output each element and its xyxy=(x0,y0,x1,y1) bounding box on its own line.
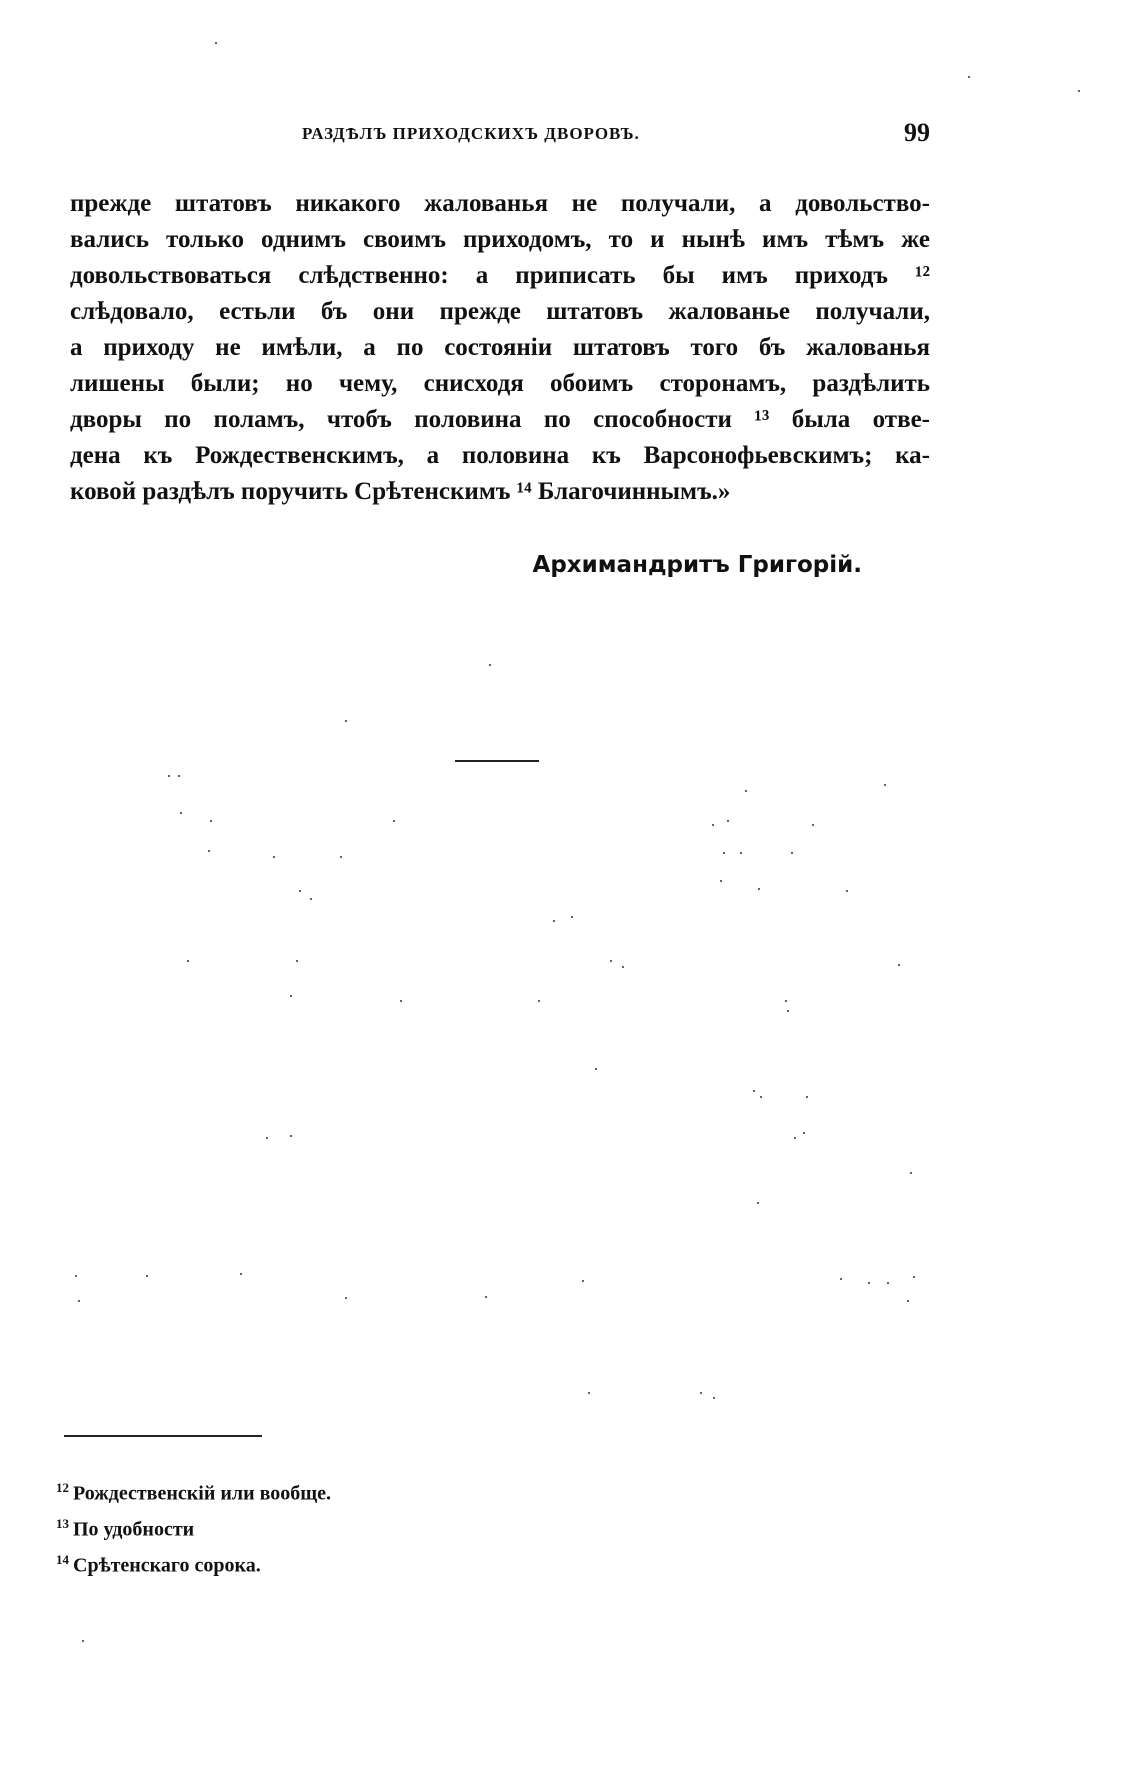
scan-speck xyxy=(713,1397,715,1399)
text-line: слѣдовало, естьли бъ они прежде штатовъ жалованье получали, xyxy=(70,298,930,325)
scan-speck xyxy=(868,1282,870,1284)
scan-speck xyxy=(791,852,793,854)
footnote-number: 12 xyxy=(56,1480,69,1495)
scan-speck xyxy=(215,42,217,44)
text-line: дена къ Рождественскимъ, а половина къ Варсонофьевскимъ; ка- xyxy=(70,442,930,469)
footnote-number: 14 xyxy=(56,1552,69,1567)
scan-speck xyxy=(75,1275,77,1277)
text-line: довольствоваться слѣдственно: а приписать бы имъ приходъ ¹² xyxy=(70,262,930,289)
scan-speck xyxy=(595,1068,597,1070)
scan-speck xyxy=(588,1392,590,1394)
footnote-text: Срѣтенскаго сорока. xyxy=(73,1554,261,1577)
scan-speck xyxy=(168,775,170,777)
scan-speck xyxy=(393,820,395,822)
scan-speck xyxy=(290,1135,292,1137)
scan-speck xyxy=(187,960,189,962)
scan-speck xyxy=(78,1300,80,1302)
scan-speck xyxy=(806,1096,808,1098)
signature: Архимандритъ Григорiй. xyxy=(532,552,862,578)
scan-speck xyxy=(785,1000,787,1002)
scan-speck xyxy=(887,1282,889,1284)
footnote-number: 13 xyxy=(56,1516,69,1531)
scan-speck xyxy=(884,784,886,786)
text-line: лишены были; но чему, снисходя обоимъ сторонамъ, раздѣлить xyxy=(70,370,930,397)
scan-speck xyxy=(553,920,555,922)
scan-speck xyxy=(180,812,182,814)
scan-speck xyxy=(610,960,612,962)
scan-speck xyxy=(146,1275,148,1277)
scan-speck xyxy=(240,1273,242,1275)
page-number: 99 xyxy=(904,118,930,147)
scan-speck xyxy=(485,1296,487,1298)
footnote-divider xyxy=(64,1435,262,1437)
scan-speck xyxy=(913,1276,915,1278)
footnotes xyxy=(56,1470,656,1578)
footnote xyxy=(56,1542,656,1578)
scan-speck xyxy=(400,1000,402,1002)
text-line: ковой раздѣлъ поручить Срѣтенскимъ ¹⁴ Благочиннымъ.» xyxy=(70,478,731,505)
scan-speck xyxy=(208,850,210,852)
scan-speck xyxy=(712,824,714,826)
scan-speck xyxy=(700,1392,702,1394)
text-line: вались только однимъ своимъ приходомъ, то и нынѣ имъ тѣмъ же xyxy=(70,226,930,253)
text-line: дворы по поламъ, чтобъ половина по способности ¹³ была отве- xyxy=(70,406,930,433)
scan-speck xyxy=(745,790,747,792)
scan-speck xyxy=(210,820,212,822)
running-head xyxy=(70,118,930,148)
scan-speck xyxy=(910,1172,912,1174)
scan-speck xyxy=(1078,90,1080,92)
scan-speck xyxy=(345,1297,347,1299)
text-line: прежде штатовъ никакого жалованья не получали, а довольство- xyxy=(70,190,930,217)
scan-speck xyxy=(898,964,900,966)
scan-speck xyxy=(846,890,848,892)
scan-speck xyxy=(273,856,275,858)
scan-speck xyxy=(740,852,742,854)
scan-speck xyxy=(757,1202,759,1204)
scan-speck xyxy=(727,820,729,822)
scan-speck xyxy=(571,916,573,918)
scan-speck xyxy=(753,1090,755,1092)
footnote-text: По удобности xyxy=(73,1518,195,1541)
scan-speck xyxy=(907,1300,909,1302)
scan-speck xyxy=(840,1278,842,1280)
scan-speck xyxy=(803,1132,805,1134)
footnote xyxy=(56,1506,656,1542)
scan-speck xyxy=(345,720,347,722)
scan-speck xyxy=(622,966,624,968)
scan-speck xyxy=(968,76,970,78)
scan-speck xyxy=(489,664,491,666)
section-divider xyxy=(455,760,539,762)
scan-speck xyxy=(787,1010,789,1012)
scan-speck xyxy=(760,1096,762,1098)
scan-speck xyxy=(82,1640,84,1642)
scan-speck xyxy=(720,880,722,882)
scan-speck xyxy=(582,1280,584,1282)
scan-speck xyxy=(723,852,725,854)
scan-speck xyxy=(178,775,180,777)
scan-speck xyxy=(812,824,814,826)
scan-speck xyxy=(310,898,312,900)
scan-speck xyxy=(794,1137,796,1139)
running-title: РАЗДѢЛЪ ПРИХОДСКИХЪ ДВОРОВЪ. xyxy=(302,124,640,143)
scan-speck xyxy=(296,960,298,962)
scan-speck xyxy=(758,888,760,890)
scan-speck xyxy=(290,995,292,997)
scan-speck xyxy=(299,890,301,892)
text-line: а приходу не имѣли, а по состоянiи штатовъ того бъ жалованья xyxy=(70,334,930,361)
footnote-text: Рождественскiй или вообще. xyxy=(73,1482,332,1505)
body-paragraph xyxy=(70,186,930,510)
scan-speck xyxy=(340,856,342,858)
scan-speck xyxy=(538,1000,540,1002)
scan-speck xyxy=(266,1137,268,1139)
footnote xyxy=(56,1470,656,1506)
